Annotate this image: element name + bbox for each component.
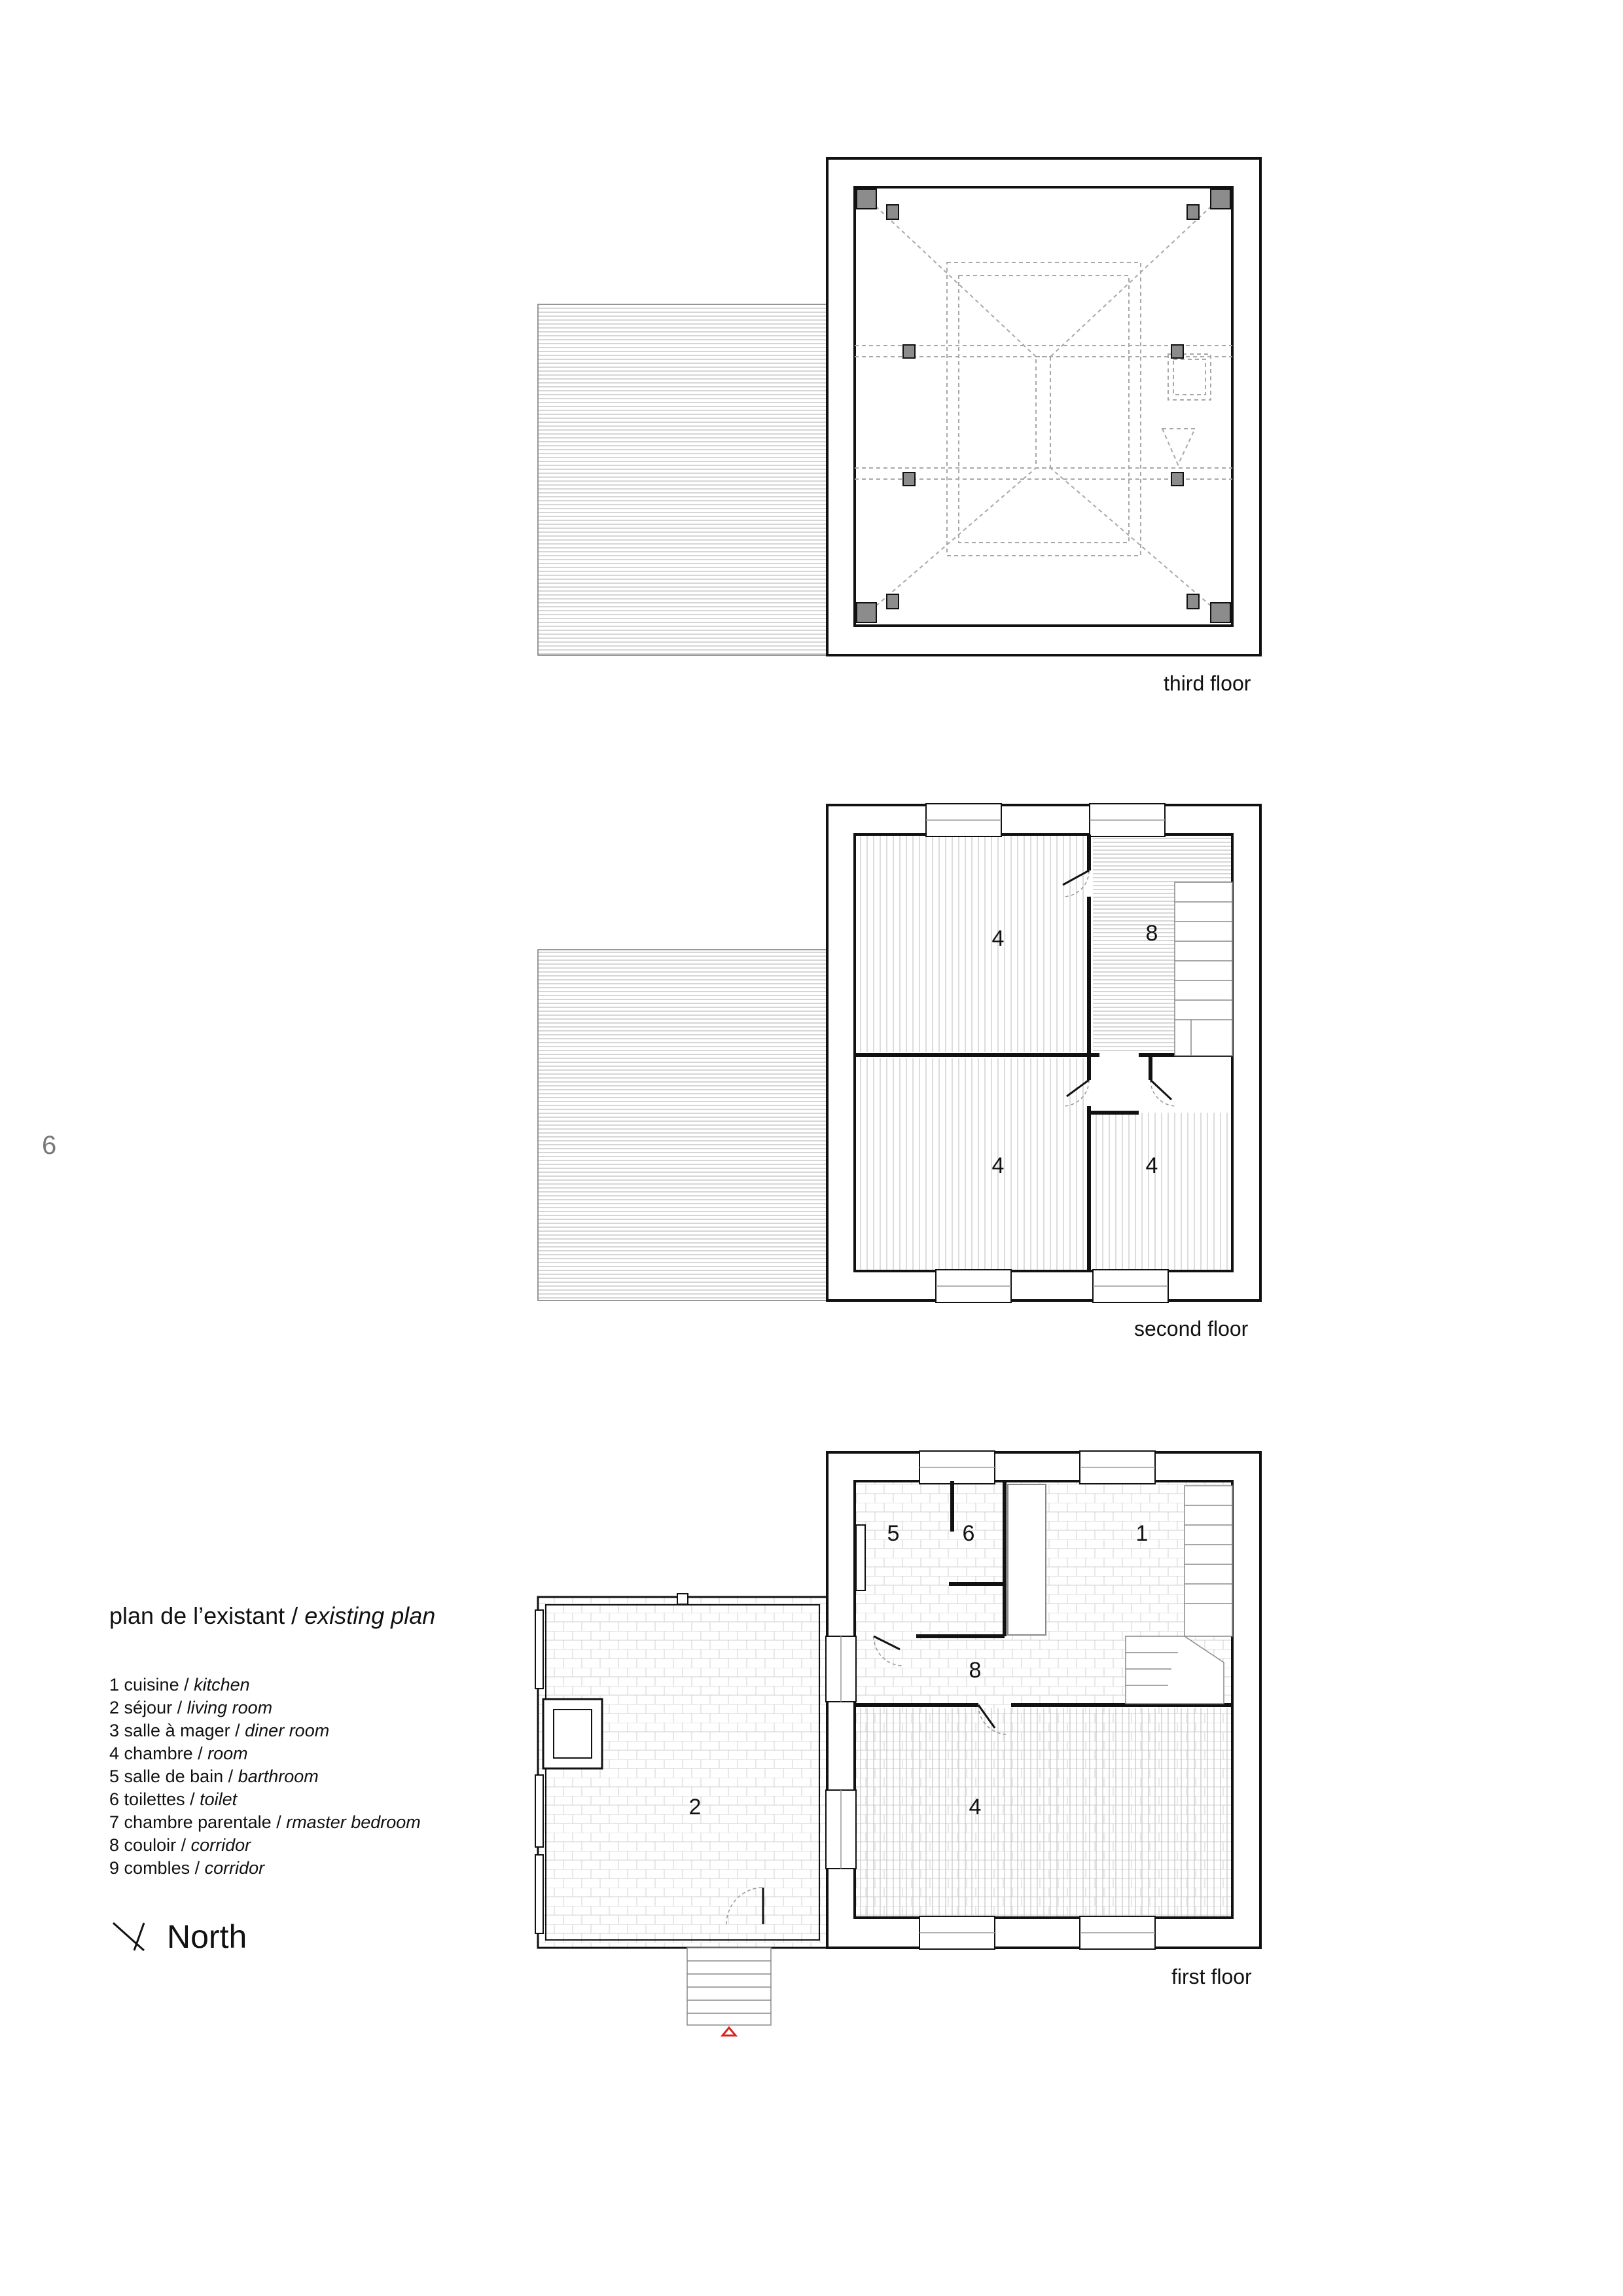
- legend-item: 6 toilettes / toilet: [109, 1789, 238, 1809]
- third-floor-inner-wall: [855, 187, 1232, 626]
- bath-fixture: [856, 1525, 865, 1590]
- second-floor-room-4a: 4: [991, 926, 1005, 951]
- kitchen-counter: [1008, 1484, 1046, 1635]
- first-floor-room-6: 6: [962, 1521, 975, 1546]
- legend-item: 8 couloir / corridor: [109, 1835, 251, 1855]
- legend-title-fr: plan de l’existant: [109, 1602, 285, 1629]
- second-floor-label: second floor: [1134, 1317, 1249, 1340]
- first-floor-room-8: 8: [969, 1658, 982, 1683]
- second-floor-room-4c: 4: [1145, 1153, 1158, 1178]
- legend-item: 4 chambre / room: [109, 1744, 248, 1763]
- second-floor-room-4b: 4: [991, 1153, 1005, 1178]
- entrance-steps: [687, 1948, 771, 2025]
- second-floor-stairs: [1175, 882, 1232, 1056]
- legend-item: 5 salle de bain / barthroom: [109, 1767, 319, 1786]
- legend-item: 2 séjour / living room: [109, 1698, 273, 1717]
- first-floor-room-1: 1: [1135, 1521, 1149, 1546]
- north-label: North: [167, 1918, 247, 1955]
- legend-item: 1 cuisine / kitchen: [109, 1675, 250, 1695]
- legend-item: 9 combles / corridor: [109, 1858, 265, 1878]
- north-arrow-icon: [113, 1923, 144, 1950]
- legend-title-en: existing plan: [304, 1602, 436, 1629]
- legend-item: 7 chambre parentale / rmaster bedroom: [109, 1812, 421, 1832]
- legend-item: 3 salle à mager / diner room: [109, 1721, 330, 1740]
- first-floor-plan: [535, 1451, 1260, 2036]
- first-floor-room-4: 4: [969, 1795, 982, 1820]
- page-number: 6: [42, 1131, 57, 1160]
- legend-list: [109, 1674, 421, 1880]
- first-floor-label: first floor: [1171, 1965, 1252, 1988]
- second-floor-plan: [538, 804, 1260, 1302]
- third-floor-annex-roof: [538, 304, 827, 655]
- second-floor-room-8: 8: [1145, 921, 1158, 946]
- second-floor-annex-roof: [538, 950, 827, 1300]
- first-floor-room-5: 5: [887, 1521, 900, 1546]
- entrance-marker-icon: [722, 2028, 736, 2036]
- third-floor-label: third floor: [1164, 672, 1251, 695]
- first-floor-room-2: 2: [688, 1795, 702, 1820]
- third-floor-plan: [538, 158, 1260, 655]
- legend-title: plan de l’existant / existing plan: [109, 1602, 436, 1629]
- first-floor-annex: [538, 1597, 827, 1948]
